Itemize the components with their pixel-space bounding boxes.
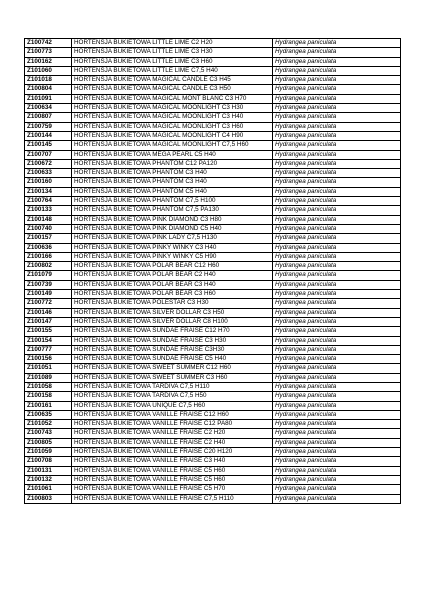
table-row	[25, 243, 401, 252]
product-code-cell: Z100161	[25, 401, 72, 410]
table-row	[25, 224, 401, 233]
product-code-cell: Z100759	[25, 122, 72, 131]
latin-name-cell: Hydrangea paniculata	[273, 420, 401, 429]
product-code-cell: Z100162	[25, 57, 72, 66]
product-name-cell: HORTENSJA BUKIETOWA VANILLE FRAISE C5 H70	[72, 485, 273, 494]
product-name-cell: HORTENSJA BUKIETOWA MAGICAL CANDLE C3 H50	[72, 85, 273, 94]
product-name-cell: HORTENSJA BUKIETOWA VANILLE FRAISE C3 H40	[72, 457, 273, 466]
table-row	[25, 234, 401, 243]
table-row	[25, 308, 401, 317]
table-row	[25, 262, 401, 271]
product-name-cell: HORTENSJA BUKIETOWA SWEET SUMMER C12 H60	[72, 364, 273, 373]
latin-name-cell: Hydrangea paniculata	[273, 382, 401, 391]
table-row	[25, 85, 401, 94]
product-name-cell: HORTENSJA BUKIETOWA VANILLE FRAISE C5 H60	[72, 475, 273, 484]
product-name-cell: HORTENSJA BUKIETOWA PHANTOM C3 H40	[72, 169, 273, 178]
latin-name-cell: Hydrangea paniculata	[273, 215, 401, 224]
latin-name-cell: Hydrangea paniculata	[273, 448, 401, 457]
latin-name-cell: Hydrangea paniculata	[273, 327, 401, 336]
latin-name-cell: Hydrangea paniculata	[273, 57, 401, 66]
latin-name-cell: Hydrangea paniculata	[273, 224, 401, 233]
table-row	[25, 48, 401, 57]
product-name-cell: HORTENSJA BUKIETOWA MAGICAL MOONLIGHT C3 H30	[72, 104, 273, 113]
table-row	[25, 76, 401, 85]
table-row	[25, 475, 401, 484]
product-name-cell: HORTENSJA BUKIETOWA VANILLE FRAISE C20 H120	[72, 448, 273, 457]
product-code-cell: Z100134	[25, 187, 72, 196]
latin-name-cell: Hydrangea paniculata	[273, 206, 401, 215]
product-code-cell: Z101059	[25, 448, 72, 457]
latin-name-cell: Hydrangea paniculata	[273, 299, 401, 308]
product-name-cell: HORTENSJA BUKIETOWA PINKY WINKY C5 H90	[72, 252, 273, 261]
product-code-cell: Z101018	[25, 76, 72, 85]
product-name-cell: HORTENSJA BUKIETOWA VANILLE FRAISE C12 H60	[72, 410, 273, 419]
latin-name-cell: Hydrangea paniculata	[273, 494, 401, 503]
product-code-cell: Z100804	[25, 85, 72, 94]
product-name-cell: HORTENSJA BUKIETOWA SUNDAE FRAISE C12 H70	[72, 327, 273, 336]
table-row	[25, 448, 401, 457]
product-code-cell: Z100166	[25, 252, 72, 261]
table-row	[25, 94, 401, 103]
table-row	[25, 364, 401, 373]
table-row	[25, 485, 401, 494]
product-name-cell: HORTENSJA BUKIETOWA PHANTOM C7,5 PA130	[72, 206, 273, 215]
table-row	[25, 187, 401, 196]
product-name-cell: HORTENSJA BUKIETOWA PHANTOM C3 H40	[72, 178, 273, 187]
latin-name-cell: Hydrangea paniculata	[273, 113, 401, 122]
product-code-cell: Z100707	[25, 150, 72, 159]
product-name-cell: HORTENSJA BUKIETOWA LITTLE LIME C2 H20	[72, 39, 273, 48]
latin-name-cell: Hydrangea paniculata	[273, 85, 401, 94]
product-name-cell: HORTENSJA BUKIETOWA TARDIVA C7,5 H50	[72, 392, 273, 401]
latin-name-cell: Hydrangea paniculata	[273, 401, 401, 410]
product-code-cell: Z101051	[25, 364, 72, 373]
latin-name-cell: Hydrangea paniculata	[273, 457, 401, 466]
table-row	[25, 215, 401, 224]
product-name-cell: HORTENSJA BUKIETOWA PHANTOM C7,5 H100	[72, 197, 273, 206]
product-name-cell: HORTENSJA BUKIETOWA MAGICAL MOONLIGHT C7,5 H60	[72, 141, 273, 150]
table-row	[25, 290, 401, 299]
product-table	[24, 38, 401, 504]
product-code-cell: Z100739	[25, 280, 72, 289]
product-code-cell: Z100146	[25, 308, 72, 317]
product-code-cell: Z100160	[25, 178, 72, 187]
product-name-cell: HORTENSJA BUKIETOWA PINKY WINKY C3 H40	[72, 243, 273, 252]
product-name-cell: HORTENSJA BUKIETOWA SILVER DOLLAR C8 H100	[72, 317, 273, 326]
table-row	[25, 206, 401, 215]
latin-name-cell: Hydrangea paniculata	[273, 122, 401, 131]
latin-name-cell: Hydrangea paniculata	[273, 131, 401, 140]
product-code-cell: Z100147	[25, 317, 72, 326]
latin-name-cell: Hydrangea paniculata	[273, 336, 401, 345]
product-code-cell: Z101052	[25, 420, 72, 429]
table-row	[25, 345, 401, 354]
product-name-cell: HORTENSJA BUKIETOWA LITTLE LIME C3 H60	[72, 57, 273, 66]
product-code-cell: Z100148	[25, 215, 72, 224]
product-name-cell: HORTENSJA BUKIETOWA PHANTOM C5 H40	[72, 187, 273, 196]
product-code-cell: Z100144	[25, 131, 72, 140]
product-code-cell: Z100635	[25, 410, 72, 419]
product-code-cell: Z100154	[25, 336, 72, 345]
product-code-cell: Z100132	[25, 475, 72, 484]
table-row	[25, 327, 401, 336]
product-code-cell: Z101091	[25, 94, 72, 103]
product-code-cell: Z100777	[25, 345, 72, 354]
table-row	[25, 252, 401, 261]
product-code-cell: Z100157	[25, 234, 72, 243]
latin-name-cell: Hydrangea paniculata	[273, 438, 401, 447]
table-row	[25, 457, 401, 466]
latin-name-cell: Hydrangea paniculata	[273, 271, 401, 280]
table-row	[25, 131, 401, 140]
product-name-cell: HORTENSJA BUKIETOWA MAGICAL MOONLIGHT C4 H90	[72, 131, 273, 140]
product-code-cell: Z100149	[25, 290, 72, 299]
product-code-cell: Z100803	[25, 494, 72, 503]
product-name-cell: HORTENSJA BUKIETOWA POLESTAR C3 H30	[72, 299, 273, 308]
product-name-cell: HORTENSJA BUKIETOWA SWEET SUMMER C3 H60	[72, 373, 273, 382]
product-name-cell: HORTENSJA BUKIETOWA MAGICAL MOONLIGHT C3 H60	[72, 122, 273, 131]
product-name-cell: HORTENSJA BUKIETOWA TARDIVA C7,5 H110	[72, 382, 273, 391]
latin-name-cell: Hydrangea paniculata	[273, 104, 401, 113]
latin-name-cell: Hydrangea paniculata	[273, 290, 401, 299]
latin-name-cell: Hydrangea paniculata	[273, 243, 401, 252]
table-row	[25, 401, 401, 410]
product-name-cell: HORTENSJA BUKIETOWA SILVER DOLLAR C3 H50	[72, 308, 273, 317]
product-code-cell: Z100802	[25, 262, 72, 271]
table-row	[25, 150, 401, 159]
latin-name-cell: Hydrangea paniculata	[273, 317, 401, 326]
table-row	[25, 336, 401, 345]
product-name-cell: HORTENSJA BUKIETOWA MEGA PEARL C5 H40	[72, 150, 273, 159]
product-name-cell: HORTENSJA BUKIETOWA LITTLE LIME C3 H30	[72, 48, 273, 57]
product-name-cell: HORTENSJA BUKIETOWA UNIQUE C7,5 H60	[72, 401, 273, 410]
latin-name-cell: Hydrangea paniculata	[273, 76, 401, 85]
latin-name-cell: Hydrangea paniculata	[273, 373, 401, 382]
latin-name-cell: Hydrangea paniculata	[273, 159, 401, 168]
product-code-cell: Z100805	[25, 438, 72, 447]
product-code-cell: Z101089	[25, 373, 72, 382]
product-code-cell: Z100708	[25, 457, 72, 466]
table-row	[25, 392, 401, 401]
latin-name-cell: Hydrangea paniculata	[273, 94, 401, 103]
product-code-cell: Z100743	[25, 429, 72, 438]
product-code-cell: Z100145	[25, 141, 72, 150]
latin-name-cell: Hydrangea paniculata	[273, 308, 401, 317]
latin-name-cell: Hydrangea paniculata	[273, 410, 401, 419]
table-row	[25, 66, 401, 75]
table-row	[25, 299, 401, 308]
product-name-cell: HORTENSJA BUKIETOWA SUNDAE FRAISE C3H30	[72, 345, 273, 354]
table-row	[25, 39, 401, 48]
table-row	[25, 373, 401, 382]
product-code-cell: Z100155	[25, 327, 72, 336]
latin-name-cell: Hydrangea paniculata	[273, 39, 401, 48]
product-code-cell: Z100772	[25, 299, 72, 308]
product-name-cell: HORTENSJA BUKIETOWA MAGICAL MONT BLANC C3 H70	[72, 94, 273, 103]
product-code-cell: Z100158	[25, 392, 72, 401]
latin-name-cell: Hydrangea paniculata	[273, 48, 401, 57]
product-name-cell: HORTENSJA BUKIETOWA POLAR BEAR C12 H60	[72, 262, 273, 271]
latin-name-cell: Hydrangea paniculata	[273, 150, 401, 159]
product-code-cell: Z100633	[25, 169, 72, 178]
table-row	[25, 178, 401, 187]
product-code-cell: Z100156	[25, 355, 72, 364]
product-name-cell: HORTENSJA BUKIETOWA VANILLE FRAISE C2 H40	[72, 438, 273, 447]
product-code-cell: Z101079	[25, 271, 72, 280]
table-row	[25, 113, 401, 122]
product-code-cell: Z100742	[25, 39, 72, 48]
latin-name-cell: Hydrangea paniculata	[273, 262, 401, 271]
product-name-cell: HORTENSJA BUKIETOWA MAGICAL CANDLE C3 H45	[72, 76, 273, 85]
product-name-cell: HORTENSJA BUKIETOWA SUNDAE FRAISE C5 H40	[72, 355, 273, 364]
latin-name-cell: Hydrangea paniculata	[273, 280, 401, 289]
table-row	[25, 317, 401, 326]
latin-name-cell: Hydrangea paniculata	[273, 485, 401, 494]
latin-name-cell: Hydrangea paniculata	[273, 466, 401, 475]
product-code-cell: Z100131	[25, 466, 72, 475]
product-code-cell: Z101060	[25, 66, 72, 75]
latin-name-cell: Hydrangea paniculata	[273, 364, 401, 373]
table-row	[25, 410, 401, 419]
table-row	[25, 271, 401, 280]
product-name-cell: HORTENSJA BUKIETOWA PINK LADY C7,5 H130	[72, 234, 273, 243]
product-name-cell: HORTENSJA BUKIETOWA LITTLE LIME C7,5 H40	[72, 66, 273, 75]
product-code-cell: Z100773	[25, 48, 72, 57]
product-name-cell: HORTENSJA BUKIETOWA VANILLE FRAISE C7,5 H110	[72, 494, 273, 503]
latin-name-cell: Hydrangea paniculata	[273, 392, 401, 401]
product-name-cell: HORTENSJA BUKIETOWA PINK DIAMOND C3 H80	[72, 215, 273, 224]
latin-name-cell: Hydrangea paniculata	[273, 475, 401, 484]
latin-name-cell: Hydrangea paniculata	[273, 197, 401, 206]
table-row	[25, 159, 401, 168]
table-row	[25, 141, 401, 150]
product-code-cell: Z100636	[25, 243, 72, 252]
product-code-cell: Z100807	[25, 113, 72, 122]
product-name-cell: HORTENSJA BUKIETOWA PINK DIAMOND C5 H40	[72, 224, 273, 233]
table-row	[25, 57, 401, 66]
product-name-cell: HORTENSJA BUKIETOWA PHANTOM C12 PA120	[72, 159, 273, 168]
product-name-cell: HORTENSJA BUKIETOWA POLAR BEAR C3 H40	[72, 280, 273, 289]
latin-name-cell: Hydrangea paniculata	[273, 345, 401, 354]
product-code-cell: Z100634	[25, 104, 72, 113]
product-table-body	[25, 39, 401, 504]
product-name-cell: HORTENSJA BUKIETOWA POLAR BEAR C2 H40	[72, 271, 273, 280]
product-name-cell: HORTENSJA BUKIETOWA MAGICAL MOONLIGHT C3 H40	[72, 113, 273, 122]
latin-name-cell: Hydrangea paniculata	[273, 187, 401, 196]
table-row	[25, 355, 401, 364]
product-name-cell: HORTENSJA BUKIETOWA VANILLE FRAISE C2 H20	[72, 429, 273, 438]
latin-name-cell: Hydrangea paniculata	[273, 66, 401, 75]
latin-name-cell: Hydrangea paniculata	[273, 169, 401, 178]
latin-name-cell: Hydrangea paniculata	[273, 429, 401, 438]
latin-name-cell: Hydrangea paniculata	[273, 252, 401, 261]
table-row	[25, 494, 401, 503]
product-code-cell: Z100764	[25, 197, 72, 206]
table-row	[25, 429, 401, 438]
table-row	[25, 122, 401, 131]
product-name-cell: HORTENSJA BUKIETOWA SUNDAE FRAISE C3 H30	[72, 336, 273, 345]
table-row	[25, 169, 401, 178]
product-code-cell: Z100133	[25, 206, 72, 215]
latin-name-cell: Hydrangea paniculata	[273, 178, 401, 187]
table-row	[25, 420, 401, 429]
table-row	[25, 104, 401, 113]
table-row	[25, 197, 401, 206]
table-row	[25, 438, 401, 447]
product-code-cell: Z100740	[25, 224, 72, 233]
latin-name-cell: Hydrangea paniculata	[273, 234, 401, 243]
table-row	[25, 280, 401, 289]
product-code-cell: Z101061	[25, 485, 72, 494]
product-name-cell: HORTENSJA BUKIETOWA VANILLE FRAISE C12 PA80	[72, 420, 273, 429]
product-code-cell: Z101058	[25, 382, 72, 391]
latin-name-cell: Hydrangea paniculata	[273, 355, 401, 364]
latin-name-cell: Hydrangea paniculata	[273, 141, 401, 150]
table-row	[25, 466, 401, 475]
product-code-cell: Z100672	[25, 159, 72, 168]
product-name-cell: HORTENSJA BUKIETOWA POLAR BEAR C3 H60	[72, 290, 273, 299]
table-row	[25, 382, 401, 391]
product-name-cell: HORTENSJA BUKIETOWA VANILLE FRAISE C5 H60	[72, 466, 273, 475]
